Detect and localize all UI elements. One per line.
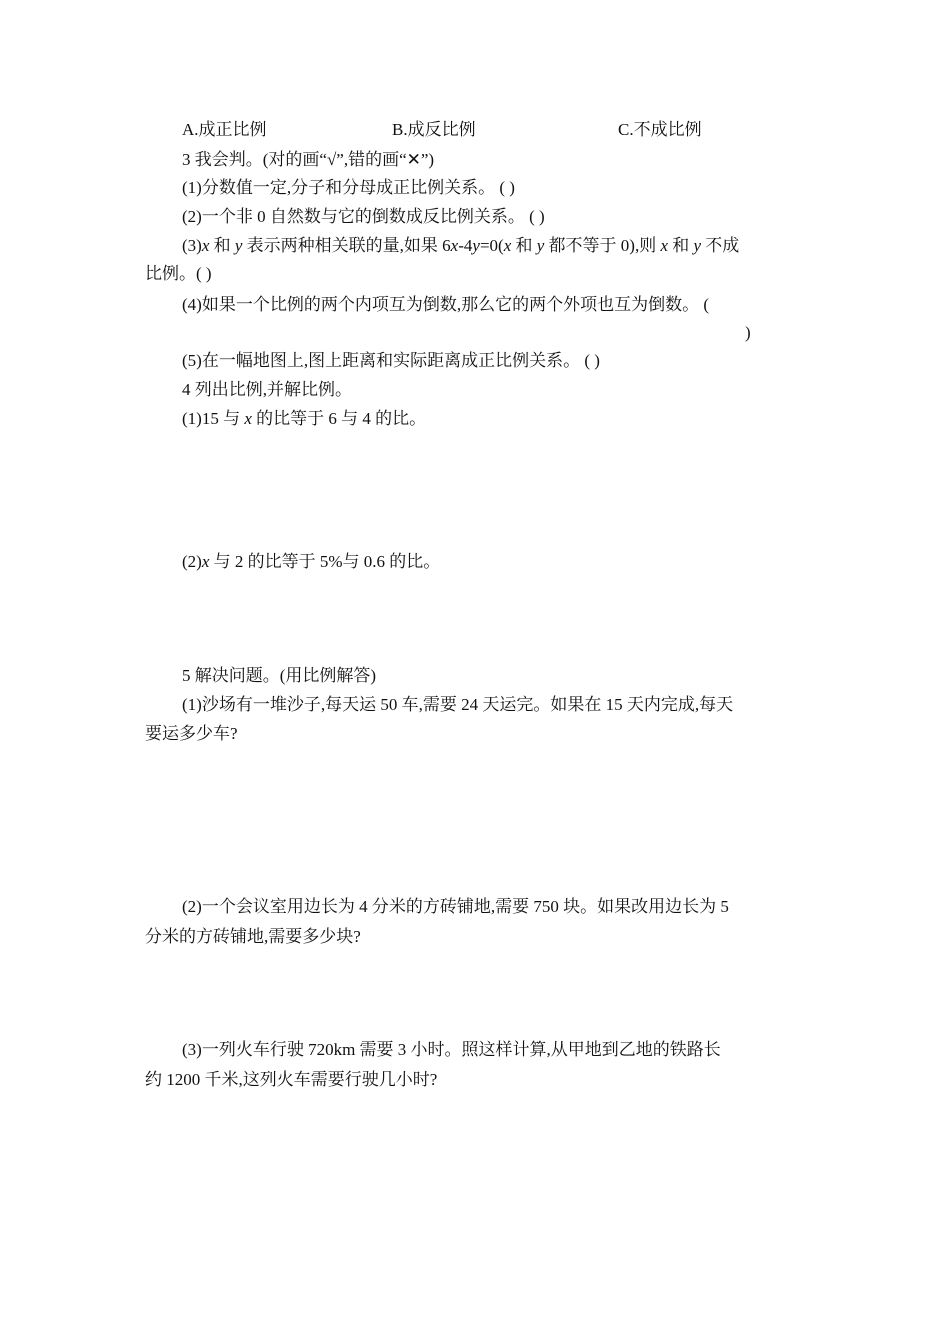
section3-q5: (5)在一幅地图上,图上距离和实际距离成正比例关系。 ( ) — [182, 351, 600, 370]
section3-q4: (4)如果一个比例的两个内项互为倒数,那么它的两个外项也互为倒数。 ( — [182, 295, 709, 314]
section3-q4-close: ) — [745, 323, 751, 342]
q3-mid5: 和 — [511, 236, 537, 255]
q3-mid8: 不成 — [701, 236, 740, 255]
q3-var-x3: x — [503, 236, 512, 255]
q3-mid3: -4 — [458, 236, 473, 255]
section5-q1-line1: (1)沙场有一堆沙子,每天运 50 车,需要 24 天运完。如果在 15 天内完成,每天 — [182, 695, 734, 714]
s4q1-var: x — [244, 409, 252, 428]
q3-var-x: x — [201, 236, 210, 255]
section5-q3-line1: (3)一列火车行驶 720km 需要 3 小时。照这样计算,从甲地到乙地的铁路长 — [182, 1040, 721, 1059]
choice-c: C.不成比例 — [618, 120, 702, 139]
q3-var-x4: x — [660, 236, 668, 255]
section5-q2-line1: (2)一个会议室用边长为 4 分米的方砖铺地,需要 750 块。如果改用边长为 5 — [182, 897, 729, 916]
choice-b: B.成反比例 — [392, 120, 476, 139]
section3-q2: (2)一个非 0 自然数与它的倒数成反比例关系。 ( ) — [182, 207, 545, 226]
section4-q2 — [182, 549, 440, 575]
s4q1-prefix: (1)15 与 — [182, 409, 245, 428]
q3-var-y3: y — [536, 236, 545, 255]
q3-mid6: 都不等于 0),则 — [544, 236, 661, 255]
section3-q3 — [182, 233, 739, 259]
q3-mid4: =0( — [479, 236, 504, 255]
q3-mid2: 表示两种相关联的量,如果 6 — [242, 236, 451, 255]
q3-mid1: 和 — [209, 236, 235, 255]
q3-var-y: y — [234, 236, 243, 255]
section5-q3-line2: 约 1200 千米,这列火车需要行驶几小时? — [145, 1070, 438, 1089]
section3-q1: (1)分数值一定,分子和分母成正比例关系。 ( ) — [182, 178, 515, 197]
s4q2-suffix: 与 2 的比等于 5%与 0.6 的比。 — [209, 552, 441, 571]
q3-var-y4: y — [693, 236, 702, 255]
q3-var-x2: x — [450, 236, 459, 255]
s4q1-suffix: 的比等于 6 与 4 的比。 — [251, 409, 427, 428]
section5-q1-line2: 要运多少车? — [145, 724, 238, 743]
section4-q1 — [182, 406, 426, 432]
s4q2-var: x — [201, 552, 210, 571]
section3-title: 3 我会判。(对的画“√”,错的画“✕”) — [182, 150, 435, 169]
q3-var-y2: y — [472, 236, 480, 255]
section3-q3-line2: 比例。( ) — [145, 264, 212, 283]
choice-a: A.成正比例 — [182, 120, 267, 139]
section5-title: 5 解决问题。(用比例解答) — [182, 666, 377, 685]
q3-mid7: 和 — [668, 236, 694, 255]
q3-prefix: (3) — [182, 236, 202, 255]
section5-q2-line2: 分米的方砖铺地,需要多少块? — [145, 927, 361, 946]
s4q2-prefix: (2) — [182, 552, 202, 571]
section4-title: 4 列出比例,并解比例。 — [182, 380, 352, 399]
